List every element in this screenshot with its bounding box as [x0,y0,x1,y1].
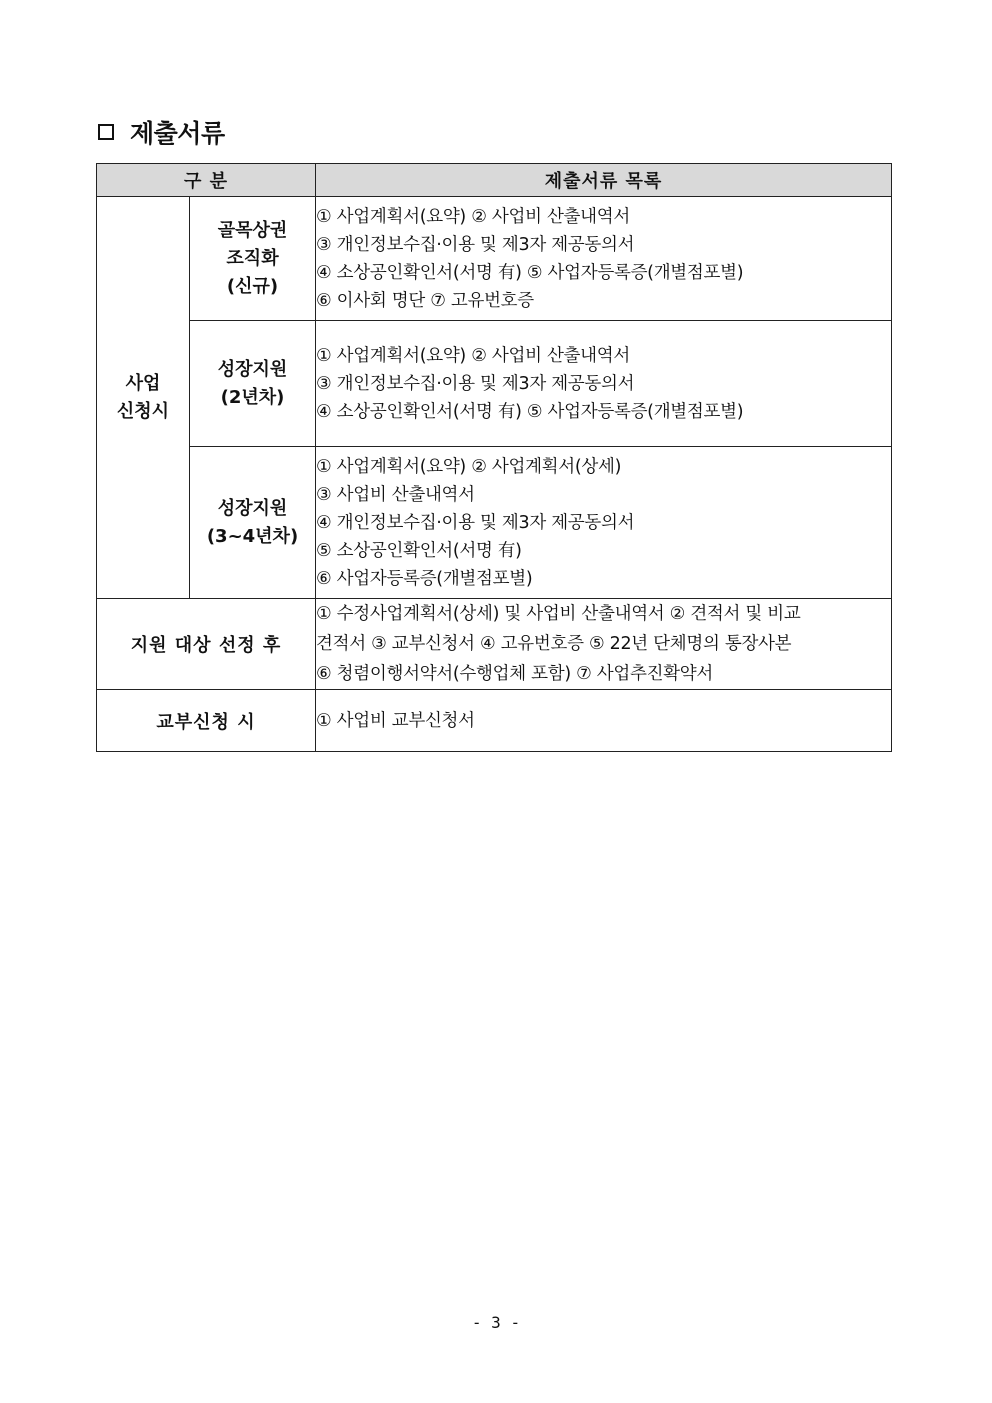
sub-category-line: 조직화 [226,247,279,269]
table-header-row [97,164,892,197]
document-list [316,321,892,447]
table-row [97,447,892,599]
document-item: ① 사업계획서(요약) ② 사업비 산출내역서 [316,206,630,227]
table-row [97,690,892,752]
grant-request-label: 교부신청 시 [97,690,316,752]
document-item: ④ 소상공인확인서(서명 有) ⑤ 사업자등록증(개별점포별) [316,262,744,283]
page-number: - 3 - [471,1313,521,1332]
document-item: ⑥ 이사회 명단 ⑦ 고유번호증 [316,290,534,311]
group-label-line: 신청시 [116,400,170,422]
document-item: 견적서 ③ 교부신청서 ④ 고유번호증 ⑤ 22년 단체명의 통장사본 [316,634,792,654]
document-item: ③ 사업비 산출내역서 [316,484,475,505]
group-label-line: 사업 [125,372,161,394]
document-list [316,599,892,690]
sub-category-line: (3~4년차) [206,525,299,547]
header-documents: 제출서류 목록 [316,164,892,197]
group-label-application [97,197,190,599]
table-row [97,197,892,321]
after-selection-label: 지원 대상 선정 후 [97,599,316,690]
header-category: 구 분 [97,164,316,197]
sub-category-line: 골목상권 [217,219,288,241]
documents-table [96,163,892,752]
table-row [97,321,892,447]
table-row [97,599,892,690]
section-title: 제출서류 [130,119,225,148]
document-item: ⑤ 소상공인확인서(서명 有) [316,540,522,561]
sub-category-line: 성장지원 [217,358,288,380]
checkbox-icon [98,124,114,140]
document-item: ① 사업비 교부신청서 [316,710,475,731]
sub-category-label [190,447,316,599]
sub-category-line: 성장지원 [217,497,288,519]
document-item: ④ 개인정보수집·이용 및 제3자 제공동의서 [316,512,635,533]
document-item: ① 사업계획서(요약) ② 사업계획서(상세) [316,456,622,477]
document-item: ③ 개인정보수집·이용 및 제3자 제공동의서 [316,373,635,394]
document-list [316,447,892,599]
sub-category-line: (신규) [226,275,279,297]
document-item: ① 수정사업계획서(상세) 및 사업비 산출내역서 ② 견적서 및 비교 [316,604,801,624]
document-item: ⑥ 사업자등록증(개별점포별) [316,568,533,589]
document-item: ③ 개인정보수집·이용 및 제3자 제공동의서 [316,234,635,255]
document-item: ① 사업계획서(요약) ② 사업비 산출내역서 [316,345,630,366]
section-heading [96,114,225,150]
sub-category-label [190,321,316,447]
sub-category-label [190,197,316,321]
document-list [316,197,892,321]
sub-category-line: (2년차) [220,386,285,408]
document-item: ④ 소상공인확인서(서명 有) ⑤ 사업자등록증(개별점포별) [316,401,744,422]
document-list [316,690,892,752]
document-item: ⑥ 청렴이행서약서(수행업체 포함) ⑦ 사업추진확약서 [316,664,713,684]
